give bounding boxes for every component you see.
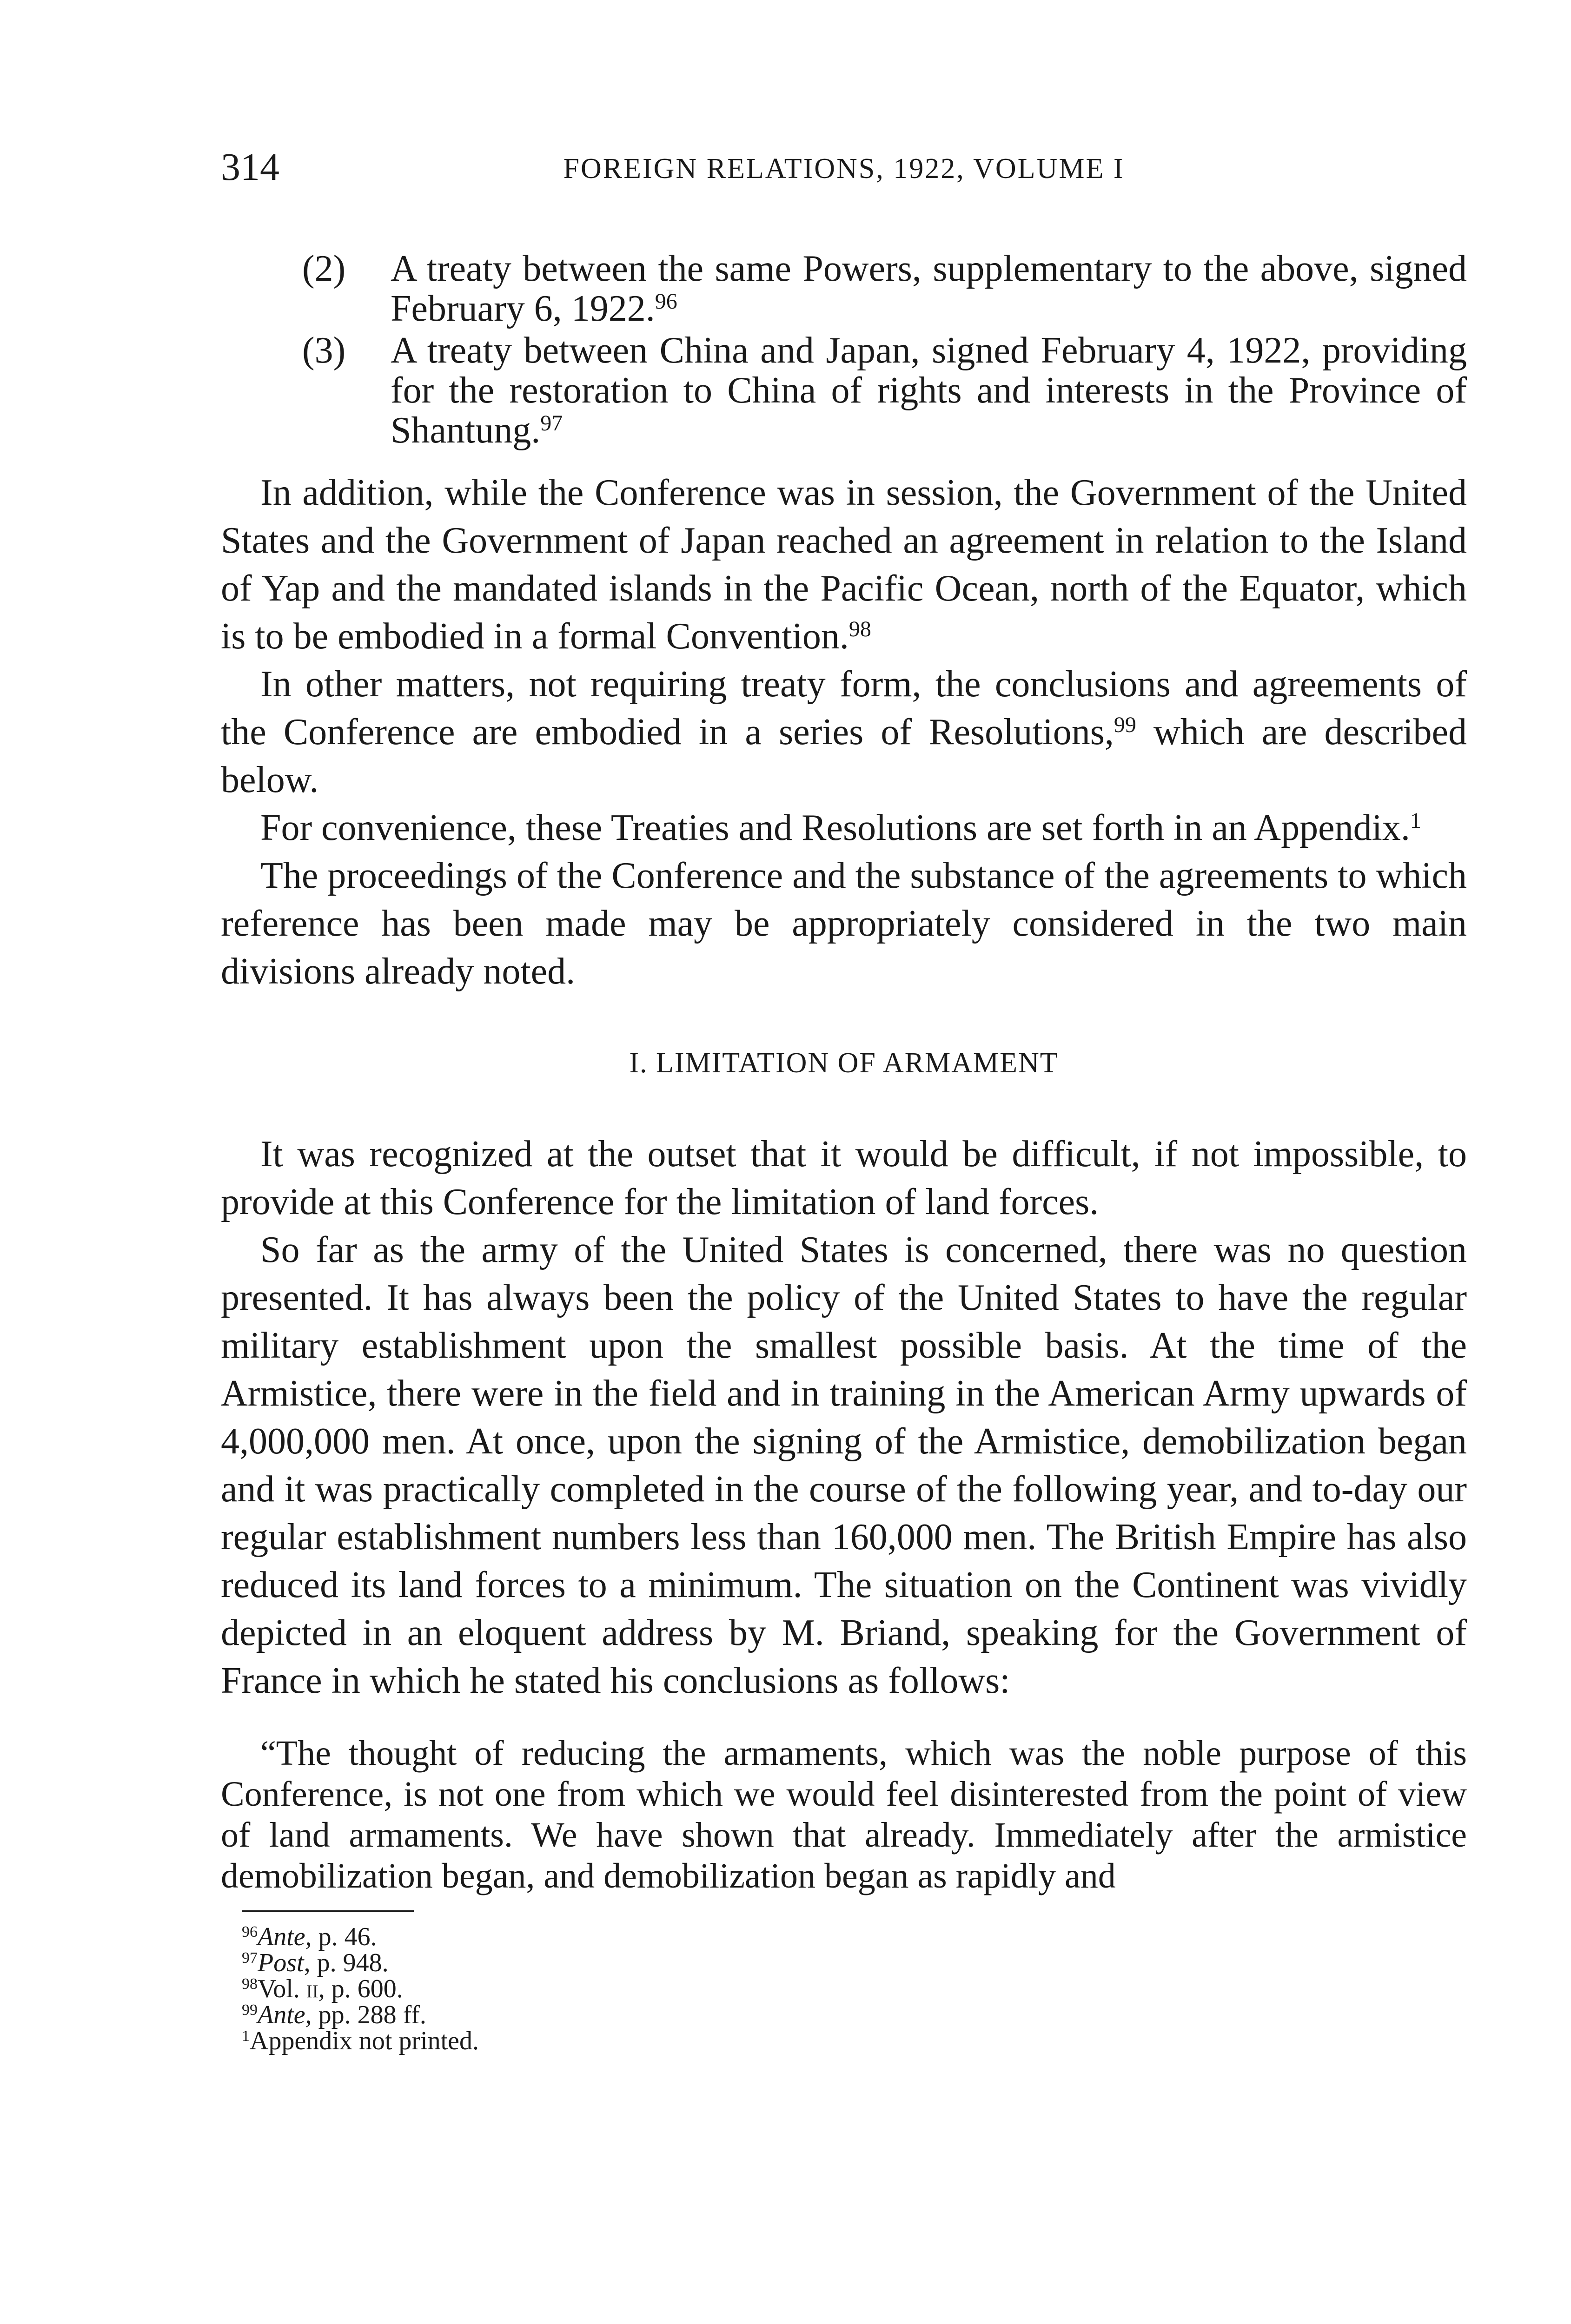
footnote-divider — [242, 1910, 414, 1912]
footnote-ref[interactable]: 99 — [1114, 713, 1136, 737]
treaty-list — [221, 249, 1467, 450]
footnote — [242, 2002, 1467, 2028]
treaty-item — [221, 330, 1467, 450]
footnote-ref[interactable]: 1 — [1410, 808, 1421, 833]
footnote-mark: 99 — [242, 2001, 258, 2019]
treaty-number: (3) — [302, 330, 346, 371]
paragraph-text: In addition, while the Conference was in session, the Government of the United States and the Government of Japan reached an agreement in relation to the Island of Yap and the mandated islands in the Pacific Ocean, north of the Equator, which is to be embodied in a formal Convention. — [221, 472, 1467, 657]
footnote — [242, 1976, 1467, 2002]
paragraph — [221, 660, 1467, 804]
footnotes — [242, 1924, 1467, 2054]
paragraph — [221, 852, 1467, 996]
footnote-text: , pp. 288 ff. — [305, 2000, 426, 2029]
footnote-smallcaps: ii — [306, 1974, 318, 2003]
footnote-mark: 98 — [242, 1975, 258, 1993]
body-text — [221, 469, 1467, 1705]
paragraph-text: The proceedings of the Conference and the substance of the agreements to which reference has been made may be appropriately considered in the two main divisions already noted. — [221, 855, 1467, 992]
paragraph-text: It was recognized at the outset that it would be difficult, if not impossible, to provide at this Conference for the limitation of land forces. — [221, 1134, 1467, 1222]
footnote-mark: 1 — [242, 2027, 250, 2045]
paragraph-text: So far as the army of the United States is concerned, there was no question presented. It has always been the policy of the United States to have the regular military establishment upon the smallest possible basis. At the time of the Armistice, there were in the field and in training in the American Army upwards of 4,000,000 men. At once, upon the signing of the Armistice, demobilization began and it was practically completed in the course of the following year, and to-day our regular establishment numbers less than 160,000 men. The British Empire has also reduced its land forces to a minimum. The situation on the Continent was vividly depicted in an eloquent address by M. Briand, speaking for the Government of France in which he stated his conclusions as follows: — [221, 1229, 1467, 1701]
paragraph — [221, 469, 1467, 660]
footnote — [242, 1924, 1467, 1950]
section-heading: I. LIMITATION OF ARMAMENT — [629, 1047, 1059, 1079]
treaty-text: A treaty between China and Japan, signed February 4, 1922, providing for the restoration to China of rights and interests in the Province of Shantung. — [391, 330, 1467, 451]
footnote — [242, 2028, 1467, 2054]
footnote-ref[interactable]: 97 — [540, 411, 563, 436]
footnote — [242, 1950, 1467, 1976]
paragraph — [221, 1226, 1467, 1705]
paragraph-text: For convenience, these Treaties and Resolutions are set forth in an Appendix. — [260, 807, 1410, 848]
footnote-italic: Ante — [258, 1922, 305, 1951]
paragraph-text: In other matters, not requiring treaty form, the conclusions and agreements of the Conference are embodied in a series of Resolutions, — [221, 664, 1467, 753]
footnote-mark: 96 — [242, 1923, 258, 1941]
footnote-italic: Post — [258, 1948, 304, 1977]
header-title: FOREIGN RELATIONS, 1922, VOLUME I — [563, 153, 1125, 185]
footnote-text: , p. 948. — [304, 1948, 389, 1977]
treaty-item — [221, 249, 1467, 329]
treaty-number: (2) — [302, 248, 346, 289]
footnote-text: Vol. — [258, 1974, 306, 2003]
footnote-mark: 97 — [242, 1949, 258, 1967]
treaty-text: A treaty between the same Powers, supplementary to the above, signed February 6, 1922. — [391, 248, 1467, 329]
paragraph-text: which are described below. — [221, 712, 1467, 800]
page-number: 314 — [221, 145, 279, 189]
running-head — [221, 144, 1467, 195]
footnote-italic: Ante — [258, 2000, 305, 2029]
document-page — [221, 144, 1467, 2054]
paragraph — [221, 1130, 1467, 1226]
footnote-ref[interactable]: 98 — [848, 617, 871, 641]
footnote-text: Appendix not printed. — [250, 2027, 479, 2055]
footnote-text: , p. 600. — [318, 1974, 403, 2003]
footnote-ref[interactable]: 96 — [655, 289, 677, 314]
block-quote: “The thought of reducing the armaments, which was the noble purpose of this Conference, is not one from which we would feel disinterested from the point of view of land armaments. We have shown that already. Immediately after the armistice demobilization began, and demobilization began as rapidly and — [221, 1734, 1467, 1895]
paragraph — [221, 804, 1467, 852]
footnote-text: , p. 46. — [305, 1922, 377, 1951]
